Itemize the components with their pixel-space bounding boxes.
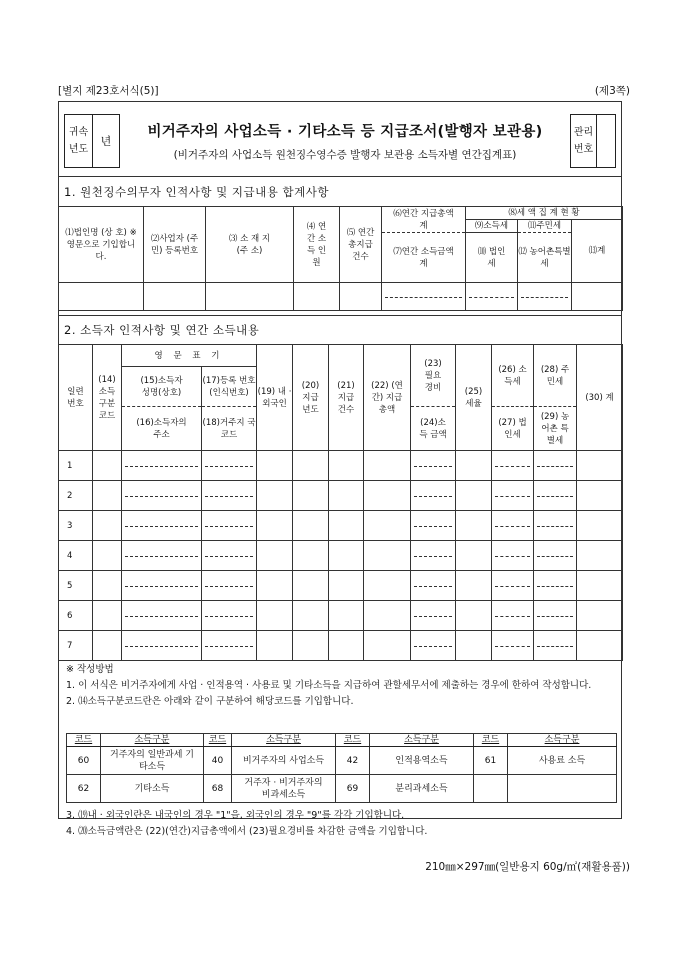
payee-cell[interactable] bbox=[534, 481, 577, 511]
payee-cell[interactable] bbox=[202, 481, 257, 511]
payee-row bbox=[59, 541, 623, 571]
payee-cell[interactable] bbox=[456, 631, 492, 661]
management-number-label: 관리 번호 bbox=[571, 115, 597, 167]
total-count-field[interactable] bbox=[340, 283, 382, 311]
payee-cell[interactable] bbox=[456, 481, 492, 511]
payee-cell[interactable] bbox=[122, 451, 202, 481]
payee-cell[interactable] bbox=[202, 631, 257, 661]
payee-cell[interactable] bbox=[293, 511, 329, 541]
form-subtitle: (비거주자의 사업소득 원천징수영수증 발행자 보관용 소득자별 연간집계표) bbox=[173, 149, 517, 161]
form-id: [별지 제23호서식(5)] bbox=[58, 85, 159, 97]
header-english-notation: 영 문 표 기 bbox=[122, 345, 257, 367]
corp-name-field[interactable] bbox=[59, 283, 144, 311]
payee-cell[interactable] bbox=[534, 631, 577, 661]
payee-cell[interactable] bbox=[364, 601, 411, 631]
payee-row bbox=[59, 451, 623, 481]
payee-cell[interactable] bbox=[456, 451, 492, 481]
payee-cell[interactable] bbox=[492, 601, 534, 631]
payee-cell[interactable] bbox=[293, 481, 329, 511]
payee-cell[interactable] bbox=[202, 571, 257, 601]
section1-data-row bbox=[59, 283, 623, 311]
payee-cell[interactable] bbox=[411, 451, 456, 481]
header-country-code: (18)거주지 국 코드 bbox=[202, 407, 257, 451]
section1-heading: 1. 원천징수의무자 인적사항 및 지급내용 합계사항 bbox=[64, 185, 329, 199]
header-address: ⑶ 소 재 지 (주 소) bbox=[206, 207, 294, 283]
payee-cell[interactable] bbox=[534, 601, 577, 631]
type-header: 소득구분 bbox=[508, 734, 617, 747]
payee-cell[interactable] bbox=[577, 601, 623, 631]
payee-cell[interactable] bbox=[456, 541, 492, 571]
code-row bbox=[67, 775, 617, 803]
header-reg-number: ⑵사업자 (주민) 등록번호 bbox=[144, 207, 206, 283]
income-tax-field[interactable] bbox=[466, 283, 518, 311]
payee-cell[interactable] bbox=[329, 601, 364, 631]
payee-cell[interactable] bbox=[122, 631, 202, 661]
payee-cell[interactable] bbox=[122, 601, 202, 631]
instructions bbox=[66, 662, 618, 710]
header-corp-name: ⑴법인명 (상 호) ※영문으로 기입합니다. bbox=[59, 207, 144, 283]
payee-cell[interactable] bbox=[329, 541, 364, 571]
reg-number-field[interactable] bbox=[144, 283, 206, 311]
code-type bbox=[508, 775, 617, 803]
header-annual-payment: (22) (연간) 지급 총액 bbox=[364, 345, 411, 451]
form-title: 비거주자의 사업소득 · 기타소득 등 지급조서(발행자 보관용) bbox=[147, 124, 543, 140]
instruction-2: 2. ⒁소득구분코드란은 아래와 같이 구분하여 해당코드를 기입합니다. bbox=[66, 696, 354, 707]
total-field[interactable] bbox=[572, 283, 623, 311]
header-corp-tax: ⑽ 법인세 bbox=[466, 233, 518, 283]
header-income-tax: (26) 소득세 bbox=[492, 345, 534, 407]
row-number: 1 bbox=[59, 451, 93, 481]
payee-cell[interactable] bbox=[93, 481, 122, 511]
payee-cell[interactable] bbox=[329, 481, 364, 511]
management-number-field[interactable] bbox=[597, 115, 615, 167]
code-value bbox=[474, 775, 508, 803]
header-corp-tax: (27) 법인세 bbox=[492, 407, 534, 451]
payee-cell[interactable] bbox=[411, 541, 456, 571]
code-header: 코드 bbox=[204, 734, 232, 747]
payee-row bbox=[59, 571, 623, 601]
payee-cell[interactable] bbox=[456, 571, 492, 601]
management-number-box bbox=[570, 114, 616, 168]
annual-persons-field[interactable] bbox=[294, 283, 340, 311]
annual-total-field[interactable] bbox=[382, 283, 466, 311]
payee-cell[interactable] bbox=[293, 571, 329, 601]
header-resident-tax: (28) 주민세 bbox=[534, 345, 577, 407]
payee-cell[interactable] bbox=[534, 541, 577, 571]
payee-cell[interactable] bbox=[577, 541, 623, 571]
header-total: ⒀계 bbox=[572, 220, 623, 283]
divider bbox=[58, 315, 622, 316]
payee-cell[interactable] bbox=[456, 511, 492, 541]
section2-table bbox=[58, 344, 623, 661]
type-header: 소득구분 bbox=[370, 734, 474, 747]
code-type: 거주자의 일반과세 기타소득 bbox=[101, 747, 204, 775]
code-value: 40 bbox=[204, 747, 232, 775]
header-domestic-foreign: (19) 내 · 외국인 bbox=[257, 345, 293, 451]
instruction-3: 3. ⒆내 · 외국인란은 내국인의 경우 "1"을, 외국인의 경우 "9"를 각각 기입합니다. bbox=[66, 810, 405, 821]
payee-cell[interactable] bbox=[329, 631, 364, 661]
code-type: 분리과세소득 bbox=[370, 775, 474, 803]
payee-cell[interactable] bbox=[257, 511, 293, 541]
header-income-tax: ⑼소득세 bbox=[466, 220, 518, 233]
code-value: 61 bbox=[474, 747, 508, 775]
payee-cell[interactable] bbox=[293, 541, 329, 571]
row-number: 4 bbox=[59, 541, 93, 571]
header-rural-tax: ⑿ 농어촌특별세 bbox=[518, 233, 572, 283]
type-header: 소득구분 bbox=[232, 734, 336, 747]
payee-cell[interactable] bbox=[492, 571, 534, 601]
instructions-continued bbox=[66, 808, 618, 840]
header-reg-id: (17)등록 번호 (인식번호) bbox=[202, 367, 257, 407]
year-box bbox=[64, 114, 120, 168]
code-type: 비거주자의 사업소득 bbox=[232, 747, 336, 775]
payee-cell[interactable] bbox=[577, 451, 623, 481]
payee-cell[interactable] bbox=[364, 481, 411, 511]
payee-cell[interactable] bbox=[293, 631, 329, 661]
header-serial: 일련 번호 bbox=[59, 345, 93, 451]
instructions-heading: ※ 작성방법 bbox=[66, 664, 114, 675]
header-income-code: (14) 소득 구분 코드 bbox=[93, 345, 122, 451]
header-payee-address: (16)소득자의 주소 bbox=[122, 407, 202, 451]
header-annual-total: ⑹연간 지급총액 계 bbox=[382, 207, 466, 233]
payee-cell[interactable] bbox=[364, 511, 411, 541]
payee-cell[interactable] bbox=[202, 451, 257, 481]
type-header: 소득구분 bbox=[101, 734, 204, 747]
payee-cell[interactable] bbox=[93, 601, 122, 631]
row-number: 3 bbox=[59, 511, 93, 541]
title-block bbox=[64, 110, 616, 172]
payee-cell[interactable] bbox=[411, 631, 456, 661]
payee-cell[interactable] bbox=[329, 511, 364, 541]
code-type: 거주자 · 비거주자의 비과세소득 bbox=[232, 775, 336, 803]
code-row bbox=[67, 747, 617, 775]
payee-cell[interactable] bbox=[122, 481, 202, 511]
header-payment-year: (20) 지급 년도 bbox=[293, 345, 329, 451]
header-payee-name: (15)소득자 성명(상호) bbox=[122, 367, 202, 407]
payee-cell[interactable] bbox=[364, 571, 411, 601]
payee-cell[interactable] bbox=[411, 601, 456, 631]
payee-cell[interactable] bbox=[492, 481, 534, 511]
header-total: (30) 계 bbox=[577, 345, 623, 451]
payee-cell[interactable] bbox=[492, 451, 534, 481]
payee-cell[interactable] bbox=[411, 511, 456, 541]
payee-cell[interactable] bbox=[492, 541, 534, 571]
payee-cell[interactable] bbox=[534, 571, 577, 601]
payee-cell[interactable] bbox=[329, 571, 364, 601]
header-tax-summary: ⑻세 액 집 계 현 황 bbox=[466, 207, 623, 220]
payee-cell[interactable] bbox=[577, 571, 623, 601]
divider bbox=[58, 176, 622, 177]
section2-heading: 2. 소득자 인적사항 및 연간 소득내용 bbox=[64, 323, 260, 337]
header-resident-tax: ⑾주민세 bbox=[518, 220, 572, 233]
payee-cell[interactable] bbox=[122, 571, 202, 601]
header-annual-persons: ⑷ 연간 소득 인원 bbox=[294, 207, 340, 283]
payee-row bbox=[59, 601, 623, 631]
payee-cell[interactable] bbox=[257, 481, 293, 511]
payee-cell[interactable] bbox=[257, 631, 293, 661]
payee-cell[interactable] bbox=[364, 451, 411, 481]
payee-cell[interactable] bbox=[93, 571, 122, 601]
payee-cell[interactable] bbox=[202, 601, 257, 631]
payee-cell[interactable] bbox=[534, 511, 577, 541]
instruction-1: 1. 이 서식은 비거주자에게 사업 · 인적용역 · 사용료 및 기타소득을 지급하여 관할세무서에 제출하는 경우에 한하여 작성합니다. bbox=[66, 680, 592, 691]
payee-row bbox=[59, 481, 623, 511]
payee-cell[interactable] bbox=[577, 511, 623, 541]
header-payment-count: (21) 지급 건수 bbox=[329, 345, 364, 451]
code-value: 69 bbox=[336, 775, 370, 803]
payee-cell[interactable] bbox=[257, 451, 293, 481]
payee-cell[interactable] bbox=[293, 601, 329, 631]
code-value: 62 bbox=[67, 775, 101, 803]
resident-tax-field[interactable] bbox=[518, 283, 572, 311]
row-number: 5 bbox=[59, 571, 93, 601]
payee-cell[interactable] bbox=[202, 511, 257, 541]
year-label: 귀속 년도 bbox=[65, 115, 93, 167]
code-type: 인적용역소득 bbox=[370, 747, 474, 775]
payee-cell[interactable] bbox=[93, 631, 122, 661]
instruction-4: 4. ⒇소득금액란은 (22)(연간)지급총액에서 (23)필요경비를 차감한 금액을 기입합니다. bbox=[66, 826, 428, 837]
row-number: 2 bbox=[59, 481, 93, 511]
payee-cell[interactable] bbox=[411, 571, 456, 601]
payee-row bbox=[59, 511, 623, 541]
section1-table bbox=[58, 206, 623, 311]
income-code-table bbox=[66, 733, 617, 803]
code-header: 코드 bbox=[474, 734, 508, 747]
header-income-amount: (24)소득 금액 bbox=[411, 407, 456, 451]
row-number: 7 bbox=[59, 631, 93, 661]
payee-cell[interactable] bbox=[257, 601, 293, 631]
header-annual-income: ⑺연간 소득금액 계 bbox=[382, 233, 466, 283]
payee-cell[interactable] bbox=[122, 511, 202, 541]
payee-cell[interactable] bbox=[257, 541, 293, 571]
payee-cell[interactable] bbox=[202, 541, 257, 571]
payee-cell[interactable] bbox=[364, 541, 411, 571]
payee-cell[interactable] bbox=[93, 511, 122, 541]
page-label: (제3쪽) bbox=[594, 85, 630, 97]
payee-cell[interactable] bbox=[492, 631, 534, 661]
payee-cell[interactable] bbox=[257, 571, 293, 601]
address-field[interactable] bbox=[206, 283, 294, 311]
header-total-count: ⑸ 연간 총지급 건수 bbox=[340, 207, 382, 283]
payee-row bbox=[59, 631, 623, 661]
form-header-line bbox=[58, 83, 630, 98]
payee-cell[interactable] bbox=[534, 451, 577, 481]
code-type: 기타소득 bbox=[101, 775, 204, 803]
payee-cell[interactable] bbox=[577, 631, 623, 661]
payee-cell[interactable] bbox=[411, 481, 456, 511]
payee-cell[interactable] bbox=[93, 451, 122, 481]
header-tax-rate: (25) 세율 bbox=[456, 345, 492, 451]
code-value: 42 bbox=[336, 747, 370, 775]
payee-cell[interactable] bbox=[293, 451, 329, 481]
header-expenses: (23) 필요 경비 bbox=[411, 345, 456, 407]
payee-cell[interactable] bbox=[122, 541, 202, 571]
code-header: 코드 bbox=[67, 734, 101, 747]
row-number: 6 bbox=[59, 601, 93, 631]
payee-cell[interactable] bbox=[456, 601, 492, 631]
payee-cell[interactable] bbox=[492, 511, 534, 541]
code-value: 68 bbox=[204, 775, 232, 803]
payee-cell[interactable] bbox=[577, 481, 623, 511]
header-rural-tax: (29) 농어촌 특별세 bbox=[534, 407, 577, 451]
payee-cell[interactable] bbox=[364, 631, 411, 661]
payee-cell[interactable] bbox=[93, 541, 122, 571]
payee-cell[interactable] bbox=[329, 451, 364, 481]
year-field[interactable]: 년 bbox=[100, 135, 112, 148]
code-header: 코드 bbox=[336, 734, 370, 747]
code-type: 사용료 소득 bbox=[508, 747, 617, 775]
paper-spec-footer: 210㎜×297㎜(일반용지 60g/㎡(재활용품)) bbox=[425, 861, 630, 873]
code-value: 60 bbox=[67, 747, 101, 775]
